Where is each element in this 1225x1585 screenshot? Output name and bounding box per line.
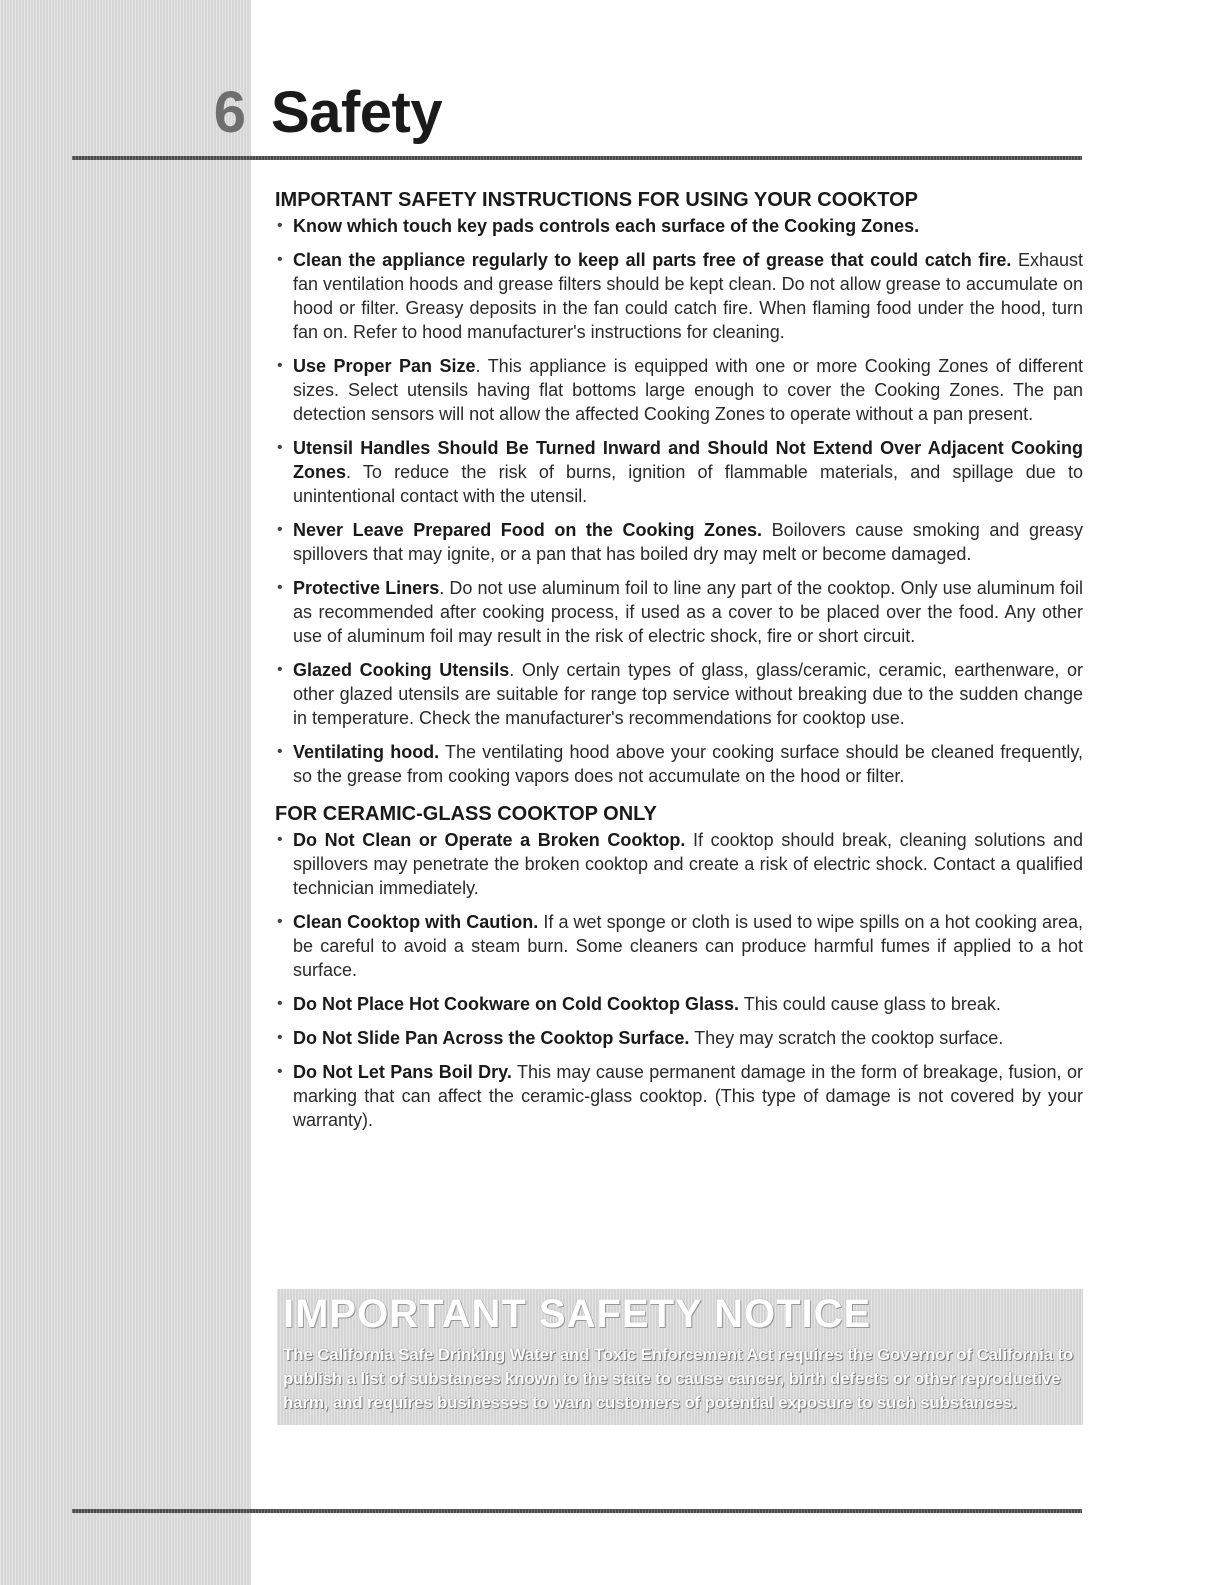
section-heading-cooktop: IMPORTANT SAFETY INSTRUCTIONS FOR USING YOUR COOKTOP <box>275 189 918 211</box>
list-item <box>275 658 1083 730</box>
bullet-icon: • <box>277 913 283 930</box>
page-title: Safety <box>271 80 443 145</box>
item-lead: Do Not Place Hot Cookware on Cold Cooktop Glass. <box>293 994 740 1014</box>
bullet-icon: • <box>277 357 283 374</box>
item-body: Boilovers cause smoking and greasy spillovers that may ignite, or a pan that has boiled dry may melt or become damaged. <box>293 520 1083 564</box>
notice-text: The California Safe Drinking Water and Toxic Enforcement Act requires the Governor of California to publish a list of substances known to the state to cause cancer, birth defects or other reproductive harm, and requires businesses to warn customers of potential exposure to such substances. <box>283 1345 1074 1412</box>
item-lead: Never Leave Prepared Food on the Cooking Zones. <box>293 520 763 540</box>
content <box>275 188 1083 1132</box>
item-body: . This appliance is equipped with one or more Cooking Zones of different sizes. Select utensils having flat bottoms large enough to cover the Cooking Zones. The pan detection sensors will not allow the affected Cooking Zones to operate without a pan present. <box>293 356 1083 424</box>
item-body: . Only certain types of glass, glass/ceramic, ceramic, earthenware, or other glazed utensils are suitable for range top service without breaking due to the sudden change in temperature. Check the manufacturer's recommendations for cooktop use. <box>293 660 1083 728</box>
list-item <box>275 518 1083 566</box>
bullet-icon: • <box>277 521 283 538</box>
item-body: This could cause glass to break. <box>739 994 1001 1014</box>
notice-title: IMPORTANT SAFETY NOTICE <box>283 1292 872 1336</box>
item-lead: Clean the appliance regularly to keep all parts free of grease that could catch fire. <box>293 250 1012 270</box>
bullet-icon: • <box>277 217 283 234</box>
bullet-icon: • <box>277 661 283 678</box>
section-heading-ceramic-glass: FOR CERAMIC-GLASS COOKTOP ONLY <box>275 803 657 825</box>
item-body: If a wet sponge or cloth is used to wipe spills on a hot cooking area, be careful to avoid a steam burn. Some cleaners can produce harmful fumes if applied to a hot surface. <box>293 912 1083 980</box>
item-body: . To reduce the risk of burns, ignition of flammable materials, and spillage due to unintentional contact with the utensil. <box>293 462 1083 506</box>
item-lead: Utensil Handles Should Be Turned Inward and Should Not Extend Over Adjacent Cooking Zones <box>293 438 1083 482</box>
item-lead: Do Not Slide Pan Across the Cooktop Surface. <box>293 1028 690 1048</box>
list-item <box>275 214 1083 238</box>
list-item <box>275 248 1083 344</box>
list-item <box>275 354 1083 426</box>
safety-list-ceramic-glass <box>275 828 1083 1132</box>
item-body: This may cause permanent damage in the form of breakage, fusion, or marking that can affect the ceramic-glass cooktop. (This type of damage is not covered by your warranty). <box>293 1062 1083 1130</box>
bullet-icon: • <box>277 1029 283 1046</box>
safety-notice-box <box>277 1289 1083 1425</box>
bullet-icon: • <box>277 831 283 848</box>
item-lead: Ventilating hood. <box>293 742 440 762</box>
footer-rule <box>72 1509 1082 1513</box>
bullet-icon: • <box>277 579 283 596</box>
item-body: Exhaust fan ventilation hoods and grease filters should be kept clean. Do not allow grease to accumulate on hood or filter. Greasy deposits in the fan could catch fire. When flaming food under the hood, turn fan on. Refer to hood manufacturer's instructions for cleaning. <box>293 250 1083 342</box>
item-lead: Know which touch key pads controls each surface of the Cooking Zones. <box>293 216 920 236</box>
bullet-icon: • <box>277 439 283 456</box>
bullet-icon: • <box>277 995 283 1012</box>
safety-list-cooktop <box>275 214 1083 788</box>
list-item <box>275 436 1083 508</box>
item-lead: Clean Cooktop with Caution. <box>293 912 539 932</box>
bullet-icon: • <box>277 251 283 268</box>
item-lead: Protective Liners <box>293 578 440 598</box>
bullet-icon: • <box>277 1063 283 1080</box>
item-lead: Do Not Let Pans Boil Dry. <box>293 1062 512 1082</box>
list-item <box>275 828 1083 900</box>
list-item <box>275 910 1083 982</box>
list-item <box>275 740 1083 788</box>
list-item <box>275 1026 1083 1050</box>
chapter-number: 6 <box>213 80 246 145</box>
item-body: . Do not use aluminum foil to line any part of the cooktop. Only use aluminum foil as recommended after cooking process, if used as a cover to be placed over the food. Any other use of aluminum foil may result in the risk of electric shock, fire or short circuit. <box>293 578 1083 646</box>
side-band <box>0 0 251 1585</box>
bullet-icon: • <box>277 743 283 760</box>
item-body: The ventilating hood above your cooking surface should be cleaned frequently, so the grease from cooking vapors does not accumulate on the hood or filter. <box>293 742 1083 786</box>
list-item <box>275 576 1083 648</box>
item-body: They may scratch the cooktop surface. <box>689 1028 1004 1048</box>
header-rule <box>72 156 1082 160</box>
item-lead: Do Not Clean or Operate a Broken Cooktop. <box>293 830 686 850</box>
item-body: If cooktop should break, cleaning solutions and spillovers may penetrate the broken cooktop and create a risk of electric shock. Contact a qualified technician immediately. <box>293 830 1084 898</box>
list-item <box>275 992 1083 1016</box>
list-item <box>275 1060 1083 1132</box>
item-lead: Glazed Cooking Utensils <box>293 660 510 680</box>
item-lead: Use Proper Pan Size <box>293 356 476 376</box>
